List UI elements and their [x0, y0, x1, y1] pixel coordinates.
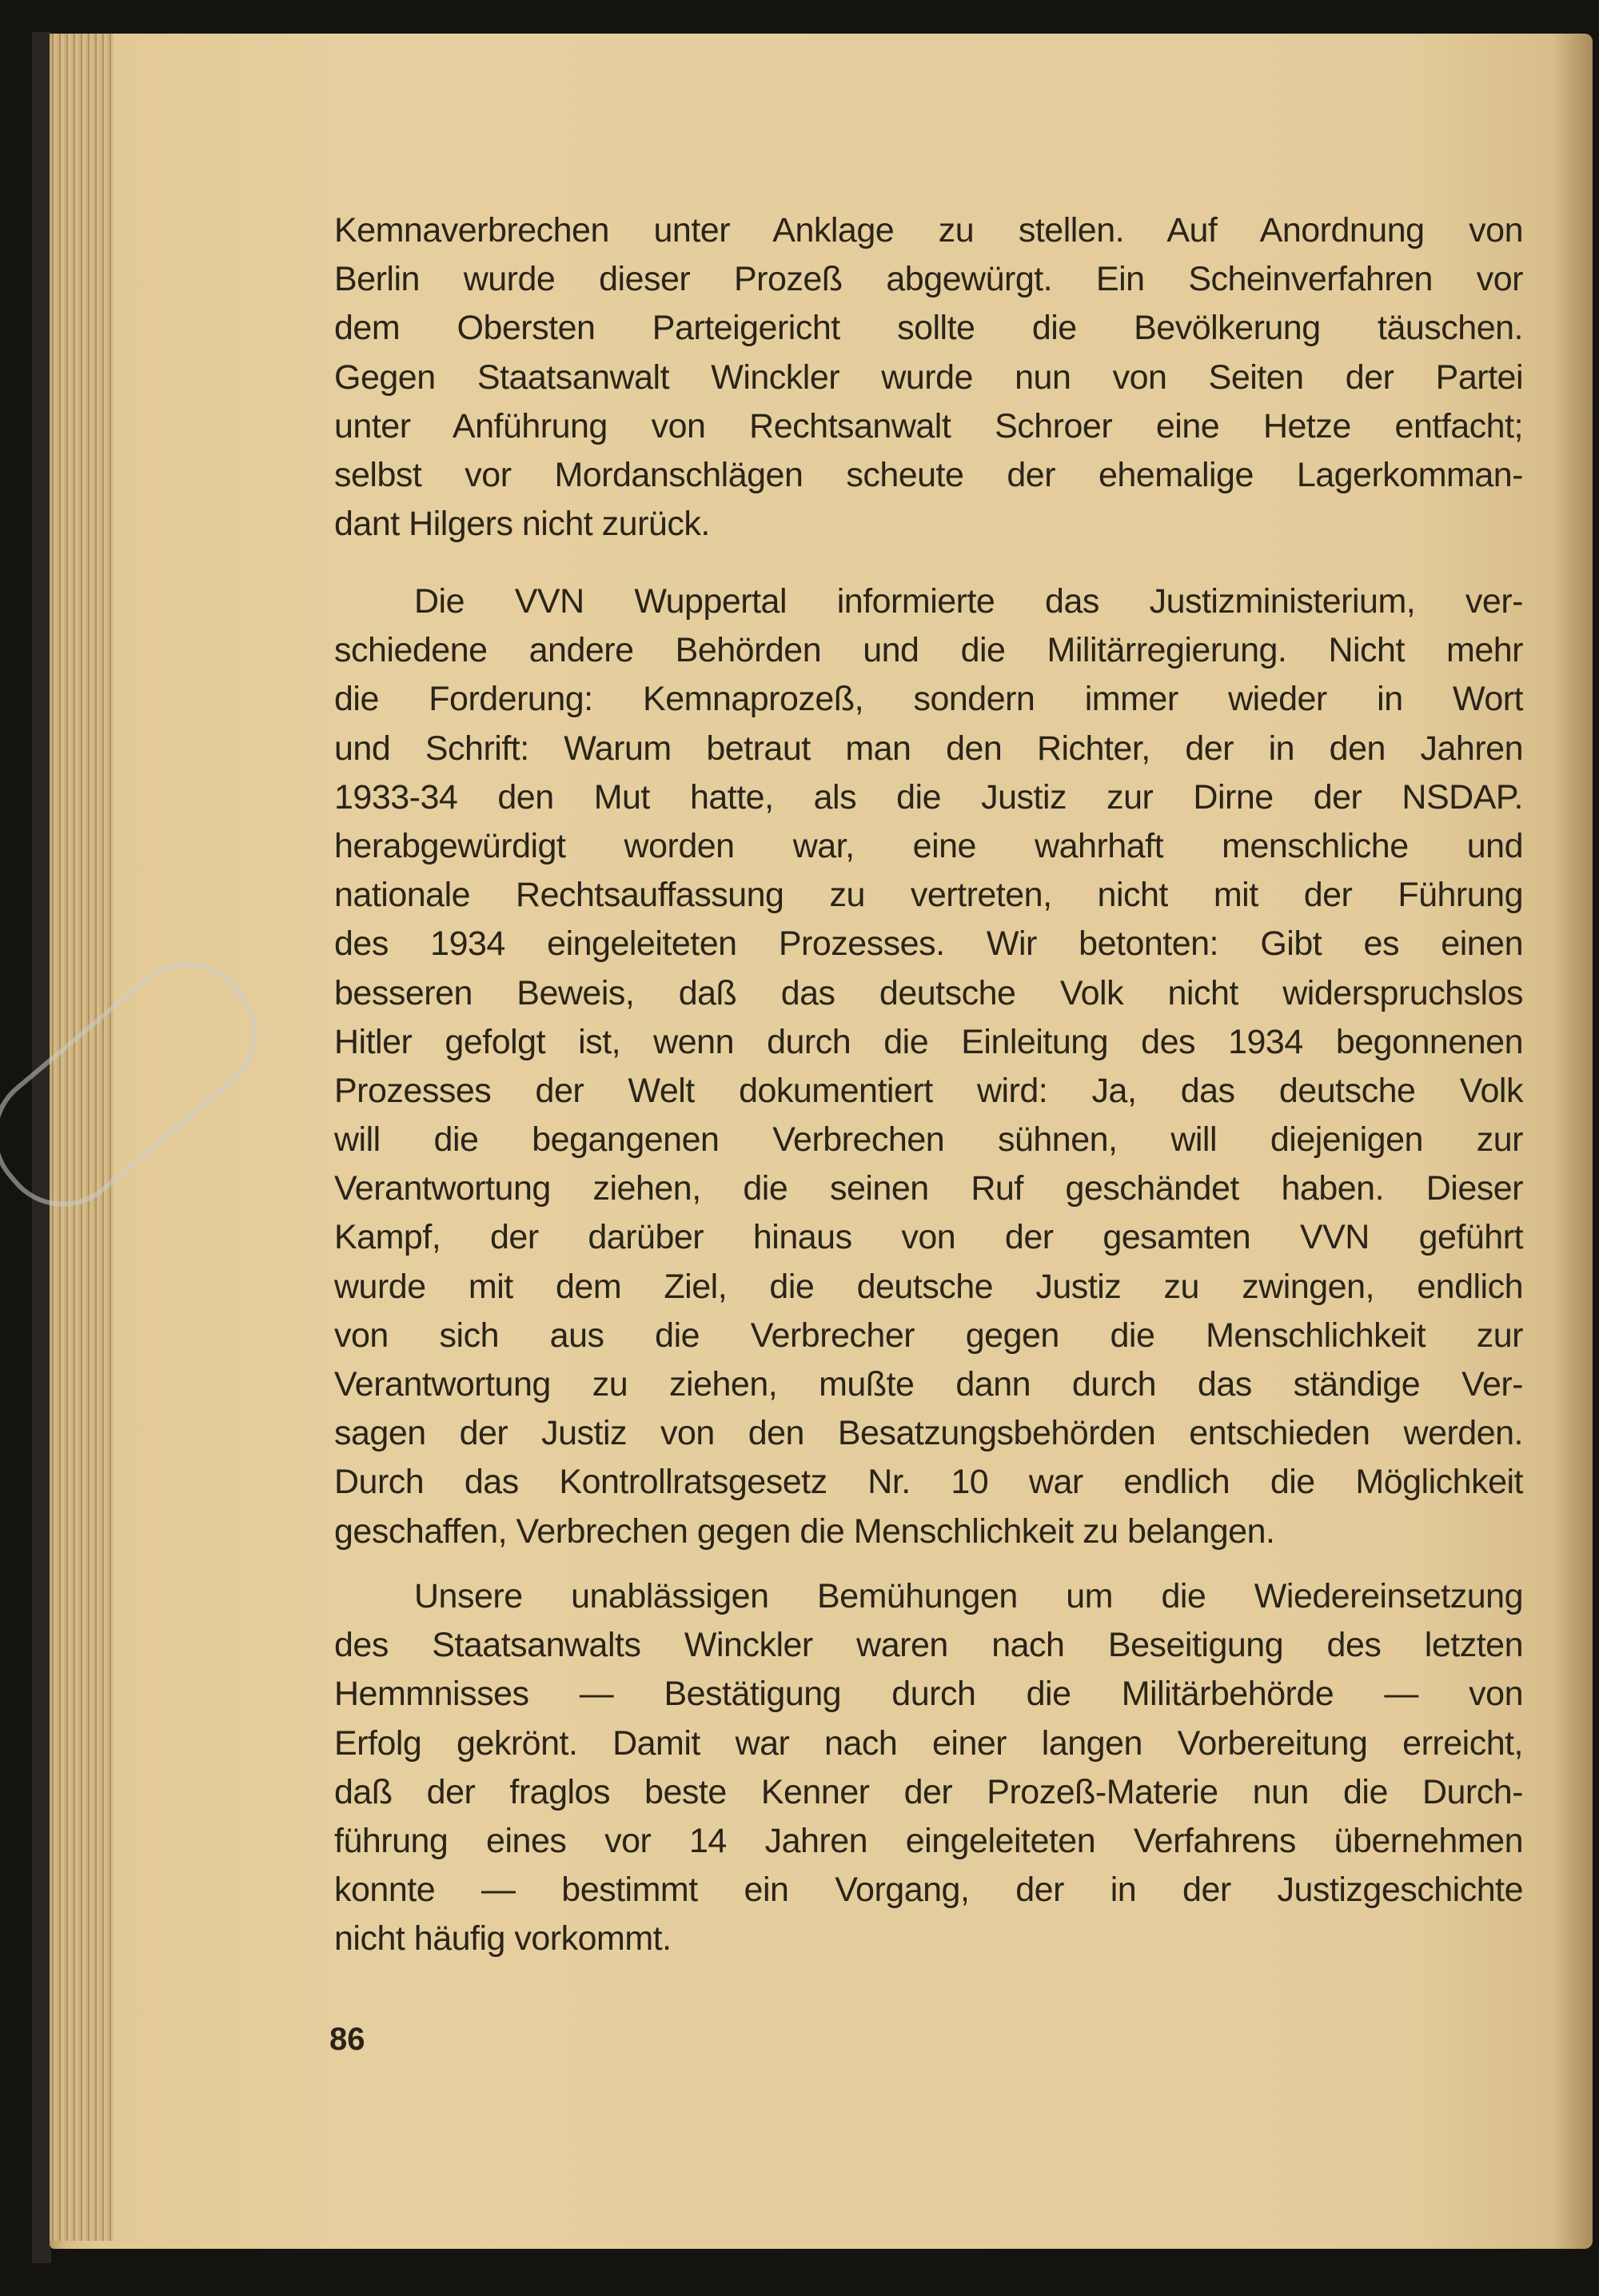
paragraph-2	[334, 577, 1523, 1556]
text-line: Hitler gefolgt ist, wenn durch die Einleitung des 1934 begonnenen	[334, 1022, 1523, 1061]
text-line: Durch das Kontrollratsgesetz Nr. 10 war endlich die Möglichkeit	[334, 1463, 1523, 1502]
text-line: des Staatsanwalts Winckler waren nach Beseitigung des letzten	[334, 1626, 1523, 1665]
text-line: 1933-34 den Mut hatte, als die Justiz zur Dirne der NSDAP.	[334, 777, 1523, 817]
text-line: will die begangenen Verbrechen sühnen, will diejenigen zur	[334, 1120, 1523, 1160]
text-line: Unsere unablässigen Bemühungen um die Wiedereinsetzung	[414, 1577, 1523, 1615]
text-line: schiedene andere Behörden und die Militärregierung. Nicht mehr	[334, 631, 1523, 670]
text-line: geschaffen, Verbrechen gegen die Menschlichkeit zu belangen.	[334, 1511, 1275, 1551]
text-line: Erfolg gekrönt. Damit war nach einer langen Vorbereitung erreicht,	[334, 1723, 1523, 1763]
text-line: konnte — bestimmt ein Vorgang, der in der Justizgeschichte	[334, 1871, 1523, 1910]
text-line: herabgewürdigt worden war, eine wahrhaft menschliche und	[334, 826, 1523, 865]
text-line: Gegen Staatsanwalt Winckler wurde nun von Seiten der Partei	[334, 357, 1523, 397]
text-line: Verantwortung ziehen, die seinen Ruf geschändet haben. Dieser	[334, 1169, 1523, 1208]
text-line: Kemnaverbrechen unter Anklage zu stellen. Auf Anordnung von	[334, 211, 1523, 250]
text-line: nationale Rechtsauffassung zu vertreten, nicht mit der Führung	[334, 876, 1523, 915]
text-line: unter Anführung von Rechtsanwalt Schroer eine Hetze entfacht;	[334, 406, 1523, 445]
text-line: Hemmnisses — Bestätigung durch die Militärbehörde — von	[334, 1675, 1523, 1714]
text-line: besseren Beweis, daß das deutsche Volk nicht widerspruchslos	[334, 973, 1523, 1012]
text-line: und Schrift: Warum betraut man den Richter, der in den Jahren	[334, 729, 1523, 768]
text-line: nicht häufig vorkommt.	[334, 1919, 672, 1959]
text-line: sagen der Justiz von den Besatzungsbehörden entschieden werden.	[334, 1414, 1523, 1453]
text-line: führung eines vor 14 Jahren eingeleiteten Verfahrens übernehmen	[334, 1821, 1523, 1860]
paragraph-3	[334, 1572, 1523, 1964]
paragraph-1	[334, 206, 1523, 549]
text-line: des 1934 eingeleiteten Prozesses. Wir betonten: Gibt es einen	[334, 924, 1523, 964]
text-line: die Forderung: Kemnaprozeß, sondern immer wieder in Wort	[334, 680, 1523, 719]
text-line: Verantwortung zu ziehen, mußte dann durch das ständige Ver-	[334, 1365, 1523, 1404]
text-line: Kampf, der darüber hinaus von der gesamten VVN geführt	[334, 1218, 1523, 1257]
text-line: daß der fraglos beste Kenner der Prozeß-Materie nun die Durch-	[334, 1772, 1523, 1811]
text-line: Die VVN Wuppertal informierte das Justizministerium, ver-	[414, 582, 1523, 621]
text-line: wurde mit dem Ziel, die deutsche Justiz zu zwingen, endlich	[334, 1267, 1523, 1306]
text-line: Berlin wurde dieser Prozeß abgewürgt. Ein Scheinverfahren vor	[334, 260, 1523, 299]
text-line: dant Hilgers nicht zurück.	[334, 505, 710, 544]
text-line: von sich aus die Verbrecher gegen die Menschlichkeit zur	[334, 1316, 1523, 1355]
text-line: selbst vor Mordanschlägen scheute der ehemalige Lagerkomman-	[334, 455, 1523, 494]
page-number: 86	[329, 2022, 365, 2057]
text-line: Prozesses der Welt dokumentiert wird: Ja, das deutsche Volk	[334, 1071, 1523, 1110]
text-line: dem Obersten Parteigericht sollte die Bevölkerung täuschen.	[334, 309, 1523, 348]
